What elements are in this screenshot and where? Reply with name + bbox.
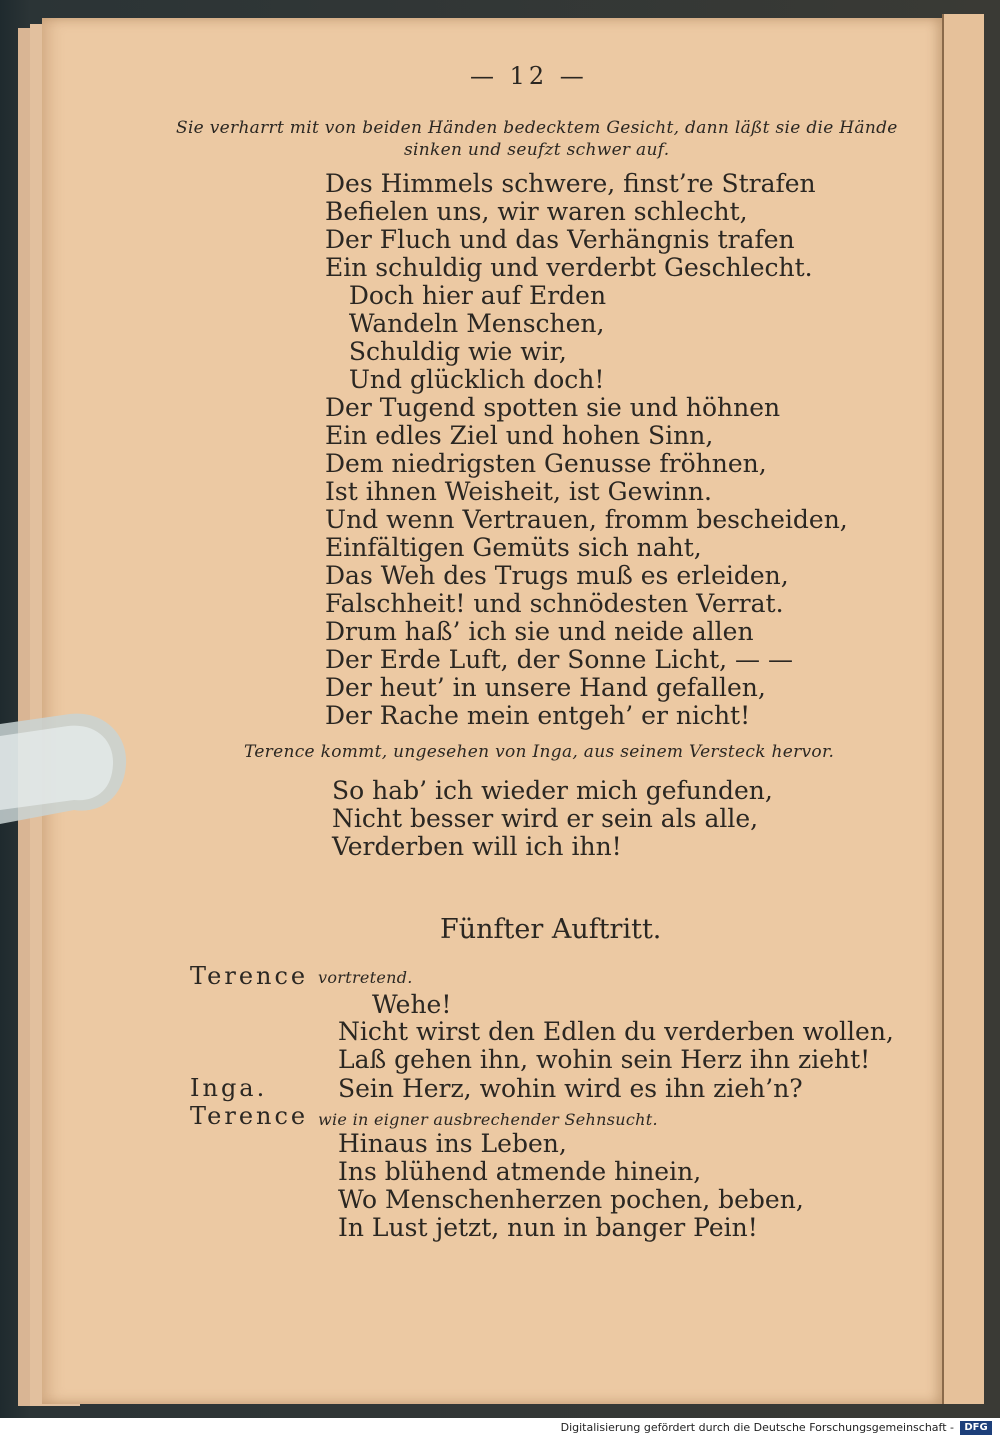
verse-block-2 [332, 777, 773, 861]
verse-line: Der Fluch und das Verhängnis trafen [325, 225, 795, 254]
verse-line: Einfältigen Gemüts sich naht, [325, 533, 702, 562]
verse-line: Des Himmels schwere, finst’re Strafen [325, 169, 816, 198]
speaker-direction: vortretend. [318, 968, 413, 987]
dialogue-line: In Lust jetzt, nun in banger Pein! [338, 1213, 758, 1242]
verse-line: So hab’ ich wieder mich gefunden, [332, 776, 773, 805]
verse-block-1 [325, 170, 848, 730]
stage-direction: Terence kommt, ungesehen von Inga, aus seinem Versteck hervor. [244, 742, 835, 762]
verse-line: Nicht besser wird er sein als alle, [332, 804, 759, 833]
next-page-edge [942, 14, 984, 1404]
verse-line: Befielen uns, wir waren schlecht, [325, 197, 748, 226]
verse-line: Und glücklich doch! [325, 365, 605, 394]
stage-direction-line: sinken und seufzt schwer auf. [404, 140, 670, 160]
verse-line: Das Weh des Trugs muß es erleiden, [325, 561, 789, 590]
verse-line: Schuldig wie wir, [325, 337, 567, 366]
dialogue-block [338, 1018, 894, 1074]
verse-line: Drum haß’ ich sie und neide allen [325, 617, 754, 646]
verse-line: Wandeln Menschen, [325, 309, 605, 338]
stage-direction-line: Sie verharrt mit von beiden Händen bedecktem Gesicht, dann läßt sie die Hände [176, 118, 898, 138]
dialogue-line: Nicht wirst den Edlen du verderben wollen, [338, 1017, 894, 1046]
verse-line: Der heut’ in unsere Hand gefallen, [325, 673, 766, 702]
speaker-name: Terence [190, 1102, 309, 1130]
dialogue-line: Ins blühend atmende hinein, [338, 1157, 702, 1186]
page-clip [0, 706, 128, 828]
speaker-direction: wie in eigner ausbrechender Sehnsucht. [318, 1110, 658, 1129]
dialogue-block [338, 1130, 804, 1242]
funding-credit: Digitalisierung gefördert durch die Deutsche Forschungsgemeinschaft - [560, 1421, 954, 1434]
verse-line: Dem niedrigsten Genusse fröhnen, [325, 449, 767, 478]
dialogue-line: Hinaus ins Leben, [338, 1129, 567, 1158]
verse-line: Und wenn Vertrauen, fromm bescheiden, [325, 505, 848, 534]
dialogue-line: Sein Herz, wohin wird es ihn zieh’n? [338, 1074, 803, 1103]
page-number: — 12 — [470, 62, 588, 90]
verse-line: Ein edles Ziel und hohen Sinn, [325, 421, 714, 450]
speaker-name: Inga. [190, 1074, 268, 1102]
verse-line: Verderben will ich ihn! [332, 832, 622, 861]
verse-line: Doch hier auf Erden [325, 281, 607, 310]
verse-line: Ein schuldig und verderbt Geschlecht. [325, 253, 813, 282]
verse-line: Ist ihnen Weisheit, ist Gewinn. [325, 477, 712, 506]
verse-line: Falschheit! und schnödesten Verrat. [325, 589, 784, 618]
dialogue-line: Wehe! [372, 990, 452, 1019]
dfg-logo: DFG [960, 1421, 992, 1435]
verse-line: Der Rache mein entgeh’ er nicht! [325, 701, 751, 730]
verse-line: Der Tugend spotten sie und höhnen [325, 393, 781, 422]
dialogue-line: Laß gehen ihn, wohin sein Herz ihn zieht! [338, 1045, 871, 1074]
dialogue-line: Wo Menschenherzen pochen, beben, [338, 1185, 804, 1214]
scene-heading: Fünfter Auftritt. [440, 914, 662, 945]
speaker-name: Terence [190, 962, 309, 990]
verse-line: Der Erde Luft, der Sonne Licht, — — [325, 645, 793, 674]
